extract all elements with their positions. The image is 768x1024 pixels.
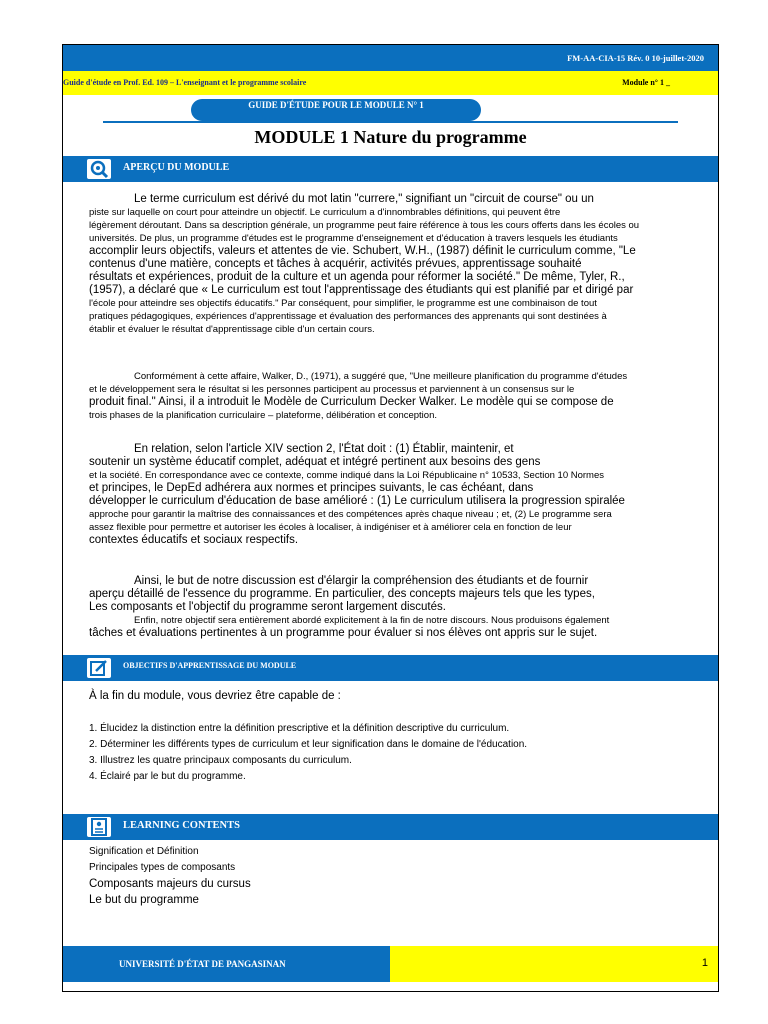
text-line: Enfin, notre objectif sera entièrement abordé explicitement à la fin de notre discours. Nous produisons également [134,615,610,626]
edit-icon [87,658,111,678]
text-line: En relation, selon l'article XIV section 2, l'État doit : (1) Établir, maintenir, et [134,443,514,455]
overview-title: APERÇU DU MODULE [123,162,230,173]
overview-paragraph-3 [89,443,705,547]
text-line: soutenir un système éducatif complet, adéquat et intégré pertinent aux besoins des gens [89,456,541,468]
overview-section-bar [63,156,718,182]
text-line: Ainsi, le but de notre discussion est d'élargir la compréhension des étudiants et de fournir [134,575,589,587]
magnifier-icon [87,159,111,179]
text-line: Conformément à cette affaire, Walker, D., (1971), a suggéré que, "Une meilleure planification du programme d'études [134,371,628,382]
overview-paragraph-1 [89,193,705,336]
footer-university-bar [63,946,390,982]
document-page [62,44,719,992]
text-line: résultats et expériences, produit de la culture et un agenda pour réformer la société." De même, Tyler, R., [89,271,625,283]
module-number: Module n° 1 _ [622,78,670,87]
text-line: contextes éducatifs et sociaux respectifs. [89,534,299,546]
text-line: aperçu détaillé de l'essence du programme. En particulier, des concepts majeurs tels que les types, [89,588,595,600]
list-item: 2. Déterminer les différents types de curriculum et leur signification dans le domaine de l'éducation. [89,739,528,750]
text-line: trois phases de la planification curriculaire – plateforme, délibération et conception. [89,410,438,421]
objectives-title: OBJECTIFS D'APPRENTISSAGE DU MODULE [123,661,297,670]
text-line: et la société. En correspondance avec ce contexte, comme indiqué dans la Loi Républicaine n° 10533, Section 10 Normes [89,470,604,481]
title-rule [103,121,678,123]
list-item: Principales types de composants [89,862,236,873]
text-line: Les composants et l'objectif du programme seront largement discutés. [89,601,446,613]
study-guide-pill: GUIDE D'ÉTUDE POUR LE MODULE N° 1 [191,99,481,121]
text-line: approche pour garantir la maîtrise des connaissances et des compétences après chaque niveau ; et, (2) Le programme sera [89,509,612,520]
text-line: assez flexible pour permettre et autoriser les écoles à localiser, à indigéniser et à améliorer cela en fonction de leur [89,522,572,533]
list-item: 3. Illustrez les quatre principaux composants du curriculum. [89,755,352,766]
top-header-bar [63,45,718,71]
objectives-section-bar [63,655,718,681]
page-number: 1 [701,957,708,969]
text-line: accomplir leurs objectifs, valeurs et attentes de vie. Schubert, W.H., (1987) définit le curriculum comme, "Le [89,245,636,257]
learning-contents-title: LEARNING CONTENTS [123,820,240,831]
learning-contents-list [89,844,251,908]
overview-paragraph-4 [89,575,705,640]
text-line: légèrement déroutant. Dans sa description générale, un programme peut faire référence à tous les cours offerts dans les écoles ou [89,220,640,231]
list-item: 4. Éclairé par le but du programme. [89,771,246,782]
text-line: établir et évaluer le résultat d'apprentissage cible d'un certain cours. [89,324,375,335]
footer-page-bar [390,946,719,982]
text-line: pratiques pédagogiques, expériences d'apprentissage et évaluation des performances des apprenants qui sont destinées à [89,311,607,322]
learning-contents-section-bar [63,814,718,840]
text-line: (1957), a déclaré que « Le curriculum est tout l'apprentissage des étudiants qui est planifié par et dirigé par [89,284,634,296]
id-card-icon [87,817,111,837]
footer-university: UNIVERSITÉ D'ÉTAT DE PANGASINAN [119,959,286,969]
text-line: tâches et évaluations pertinentes à un programme pour évaluer si nos élèves ont appris sur le sujet. [89,627,598,639]
list-item: Composants majeurs du cursus [89,878,251,890]
objectives-list [89,721,527,785]
text-line: développer le curriculum d'éducation de base amélioré : (1) Le curriculum utilisera la progression spiralée [89,495,625,507]
overview-paragraph-2 [89,370,705,422]
text-line: contenus d'une matière, concepts et tâches à acquérir, activités prévues, apprentissage souhaité [89,258,582,270]
guide-bar [63,71,718,95]
text-line: et principes, le DepEd adhérera aux normes et principes suivants, le cas échéant, dans [89,482,534,494]
guide-title: Guide d'étude en Prof. Ed. 109 – L'enseignant et le programme scolaire [63,78,307,87]
text-line: Le terme curriculum est dérivé du mot latin "currere," signifiant un "circuit de course" ou un [134,193,594,205]
list-item: 1. Élucidez la distinction entre la définition prescriptive et la définition descriptive du curriculum. [89,723,510,734]
list-item: Signification et Définition [89,846,199,857]
page-title: MODULE 1 Nature du programme [254,127,527,147]
objectives-intro: À la fin du module, vous devriez être capable de : [89,690,341,702]
text-line: piste sur laquelle on court pour atteindre un objectif. Le curriculum a d'innombrables définitions, qui peuvent être [89,207,561,218]
text-line: et le développement sera le résultat si les personnes participent au processus et parviennent à un consensus sur le [89,384,575,395]
text-line: l'école pour atteindre ses objectifs éducatifs." Par conséquent, pour simplifier, le programme est une combinaison de tout [89,298,597,309]
text-line: produit final." Ainsi, il a introduit le Modèle de Curriculum Decker Walker. Le modèle qui se compose de [89,396,614,408]
list-item: Le but du programme [89,894,199,906]
form-code: FM-AA-CIA-15 Rév. 0 10-juillet-2020 [567,53,704,63]
text-line: universités. De plus, un programme d'études est le programme d'enseignement et d'éducation à travers lesquels les étudiants [89,233,618,244]
